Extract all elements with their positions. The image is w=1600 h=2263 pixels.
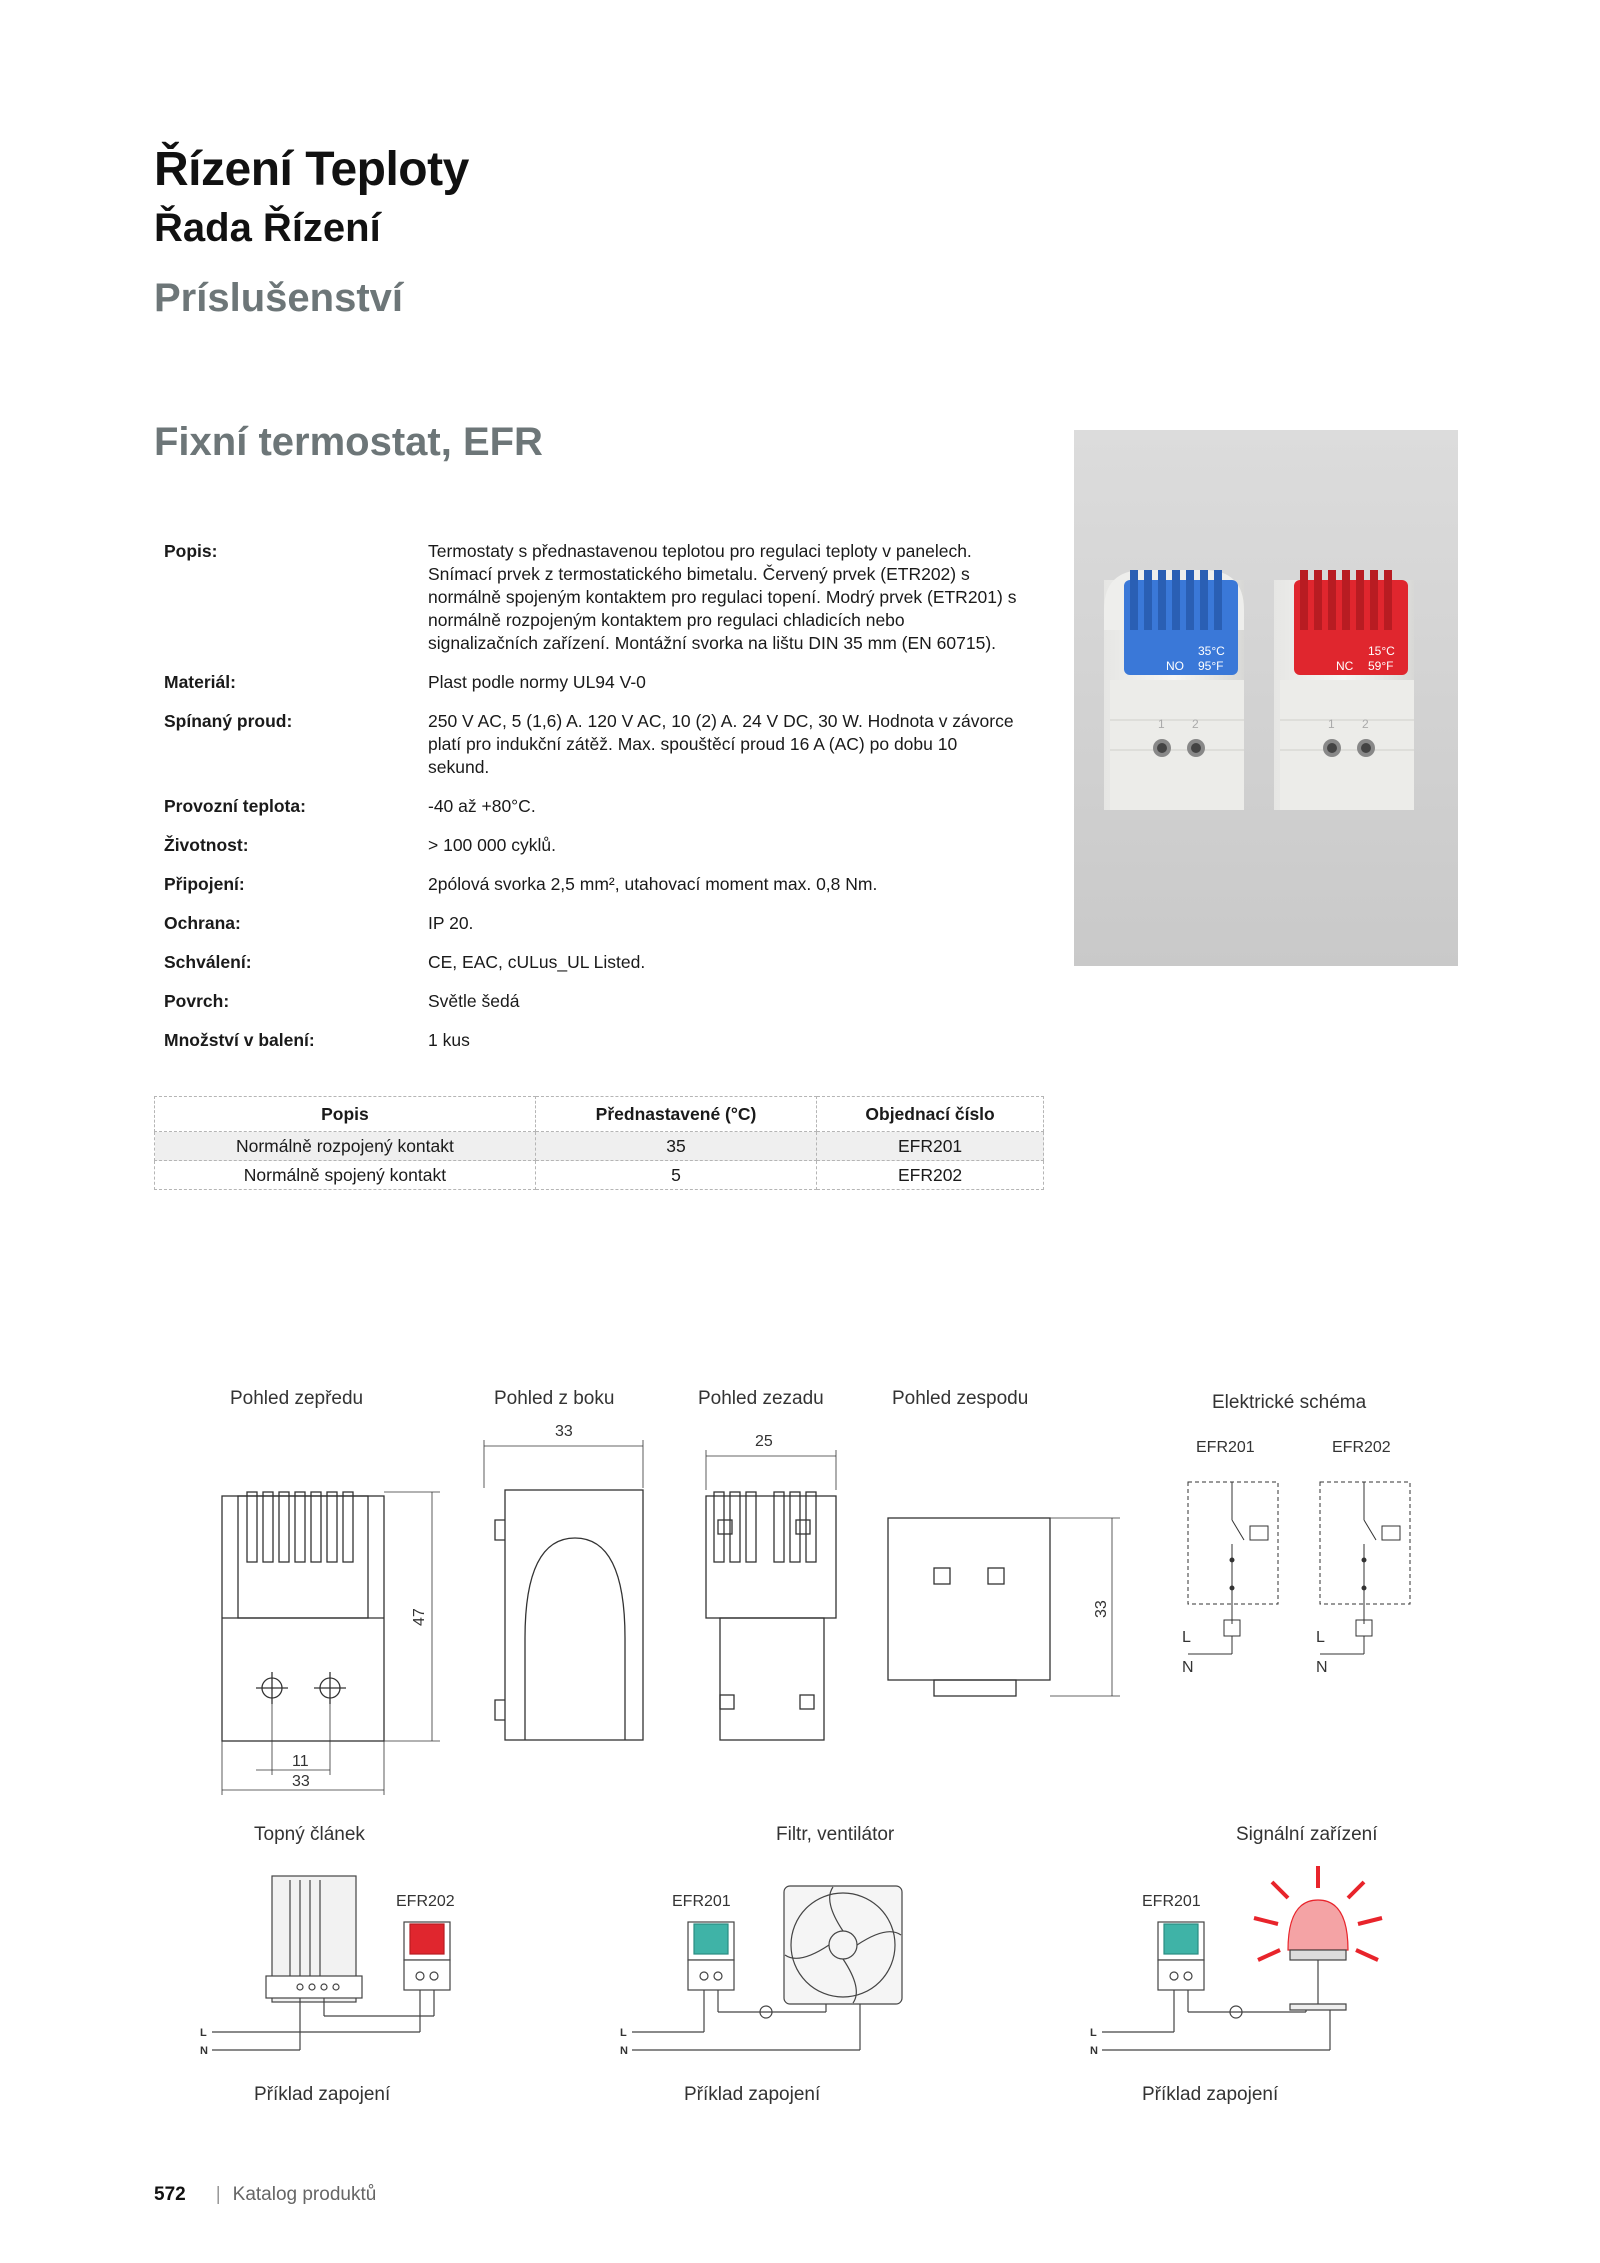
page-subtitle: Řada Řízení	[154, 206, 381, 250]
line-N: N	[200, 2045, 208, 2057]
line-N: N	[620, 2045, 628, 2057]
spec-row: Připojení: 2pólová svorka 2,5 mm², utahovací moment max. 0,8 Nm.	[164, 874, 878, 894]
spec-list	[164, 540, 1044, 1052]
spec-row: Množství v balení: 1 kus	[164, 1030, 470, 1050]
rear-view-label: Pohled zezadu	[698, 1388, 824, 1409]
order-table	[154, 1096, 1044, 1190]
line-L: L	[200, 2027, 207, 2039]
fan-drawing	[632, 1886, 902, 2050]
terminal-number: 1	[1328, 717, 1335, 731]
table-header: Popis	[155, 1097, 536, 1132]
side-view-drawing	[484, 1440, 643, 1740]
line-L: L	[1090, 2027, 1097, 2039]
blue-thermostat	[1104, 570, 1244, 810]
signal-model: EFR201	[1142, 1893, 1201, 1910]
red-thermostat	[1274, 570, 1414, 810]
spec-row: Provozní teplota: -40 až +80°C.	[164, 796, 536, 816]
front-view-drawing	[222, 1492, 440, 1795]
spec-row: Schválení: CE, EAC, cULus_UL Listed.	[164, 952, 646, 972]
bottom-view-label: Pohled zespodu	[892, 1388, 1029, 1409]
spec-row: Ochrana: IP 20.	[164, 913, 474, 933]
footer-separator: |	[215, 2184, 221, 2205]
product-title: Fixní termostat, EFR	[154, 420, 543, 464]
line-N: N	[1090, 2045, 1098, 2057]
red-temp-f: 59°F	[1368, 659, 1394, 673]
dim-33-side: 33	[555, 1423, 573, 1440]
dim-25: 25	[755, 1433, 773, 1450]
signal-caption: Příklad zapojení	[1142, 2084, 1279, 2105]
page-number: 572	[154, 2184, 186, 2205]
fan-model: EFR201	[672, 1893, 731, 1910]
blue-temp-c: 35°C	[1198, 644, 1225, 658]
terminal-number: 2	[1362, 717, 1369, 731]
dim-33-front: 33	[292, 1773, 310, 1790]
table-row: Normálně spojený kontakt 5 EFR202	[155, 1161, 1044, 1190]
schema-model-right: EFR202	[1332, 1439, 1391, 1456]
table-header: Přednastavené (°C)	[535, 1097, 816, 1132]
wiring-examples	[0, 1800, 1600, 2130]
red-temp-c: 15°C	[1368, 644, 1395, 658]
technical-drawings	[0, 1370, 1600, 1790]
spec-row: Materiál: Plast podle normy UL94 V-0	[164, 672, 646, 692]
thermostat-photo-illustration	[1074, 430, 1458, 966]
schema-model-left: EFR201	[1196, 1439, 1255, 1456]
fan-caption: Příklad zapojení	[684, 2084, 821, 2105]
blue-contact: NO	[1166, 659, 1184, 673]
heater-model: EFR202	[396, 1893, 455, 1910]
schema-L-right: L	[1316, 1629, 1325, 1646]
dim-33-bottom: 33	[1093, 1600, 1110, 1618]
spec-row: Životnost: > 100 000 cyklů.	[164, 835, 556, 855]
front-view-label: Pohled zepředu	[230, 1388, 364, 1409]
catalog-name: Katalog produktů	[232, 2184, 377, 2205]
fan-label: Filtr, ventilátor	[776, 1824, 895, 1845]
rear-view-drawing	[706, 1450, 836, 1740]
schema-label: Elektrické schéma	[1212, 1392, 1367, 1413]
spec-row: Popis: Termostaty s přednastavenou teplotou pro regulaci teploty v panelech. Snímací prvek z termostatického bimetalu. Červený prvek (ETR202) s normálně spojeným kontaktem pro regulaci topení. Modrý prvek (ETR201) s normálně rozpojeným kontaktem pro regulaci chladicích nebo signalizačních zařízení. Montážní svorka na lištu DIN 35 mm (EN 60715).	[164, 541, 1017, 653]
signal-label: Signální zařízení	[1236, 1824, 1378, 1845]
terminal-number: 1	[1158, 717, 1165, 731]
schema-N-left: N	[1182, 1659, 1194, 1676]
table-row: Normálně rozpojený kontakt 35 EFR201	[155, 1132, 1044, 1161]
side-view-label: Pohled z boku	[494, 1388, 615, 1409]
dim-47: 47	[411, 1608, 428, 1626]
footer	[154, 2184, 376, 2206]
dim-11: 11	[292, 1753, 309, 1770]
bottom-view-drawing	[888, 1518, 1120, 1696]
schema-L-left: L	[1182, 1629, 1191, 1646]
terminal-number: 2	[1192, 717, 1199, 731]
page-title: Řízení Teploty	[154, 143, 469, 196]
electrical-schema-drawing	[1188, 1482, 1410, 1654]
blue-temp-f: 95°F	[1198, 659, 1224, 673]
product-photo	[1074, 430, 1458, 966]
table-header: Objednací číslo	[817, 1097, 1044, 1132]
red-contact: NC	[1336, 659, 1354, 673]
spec-row: Spínaný proud: 250 V AC, 5 (1,6) A. 120 V AC, 10 (2) A. 24 V DC, 30 W. Hodnota v závorce platí pro indukční zátěž. Max. spouštěcí proud 16 A (AC) po dobu 10 sekund.	[164, 711, 1014, 777]
heater-label: Topný článek	[254, 1824, 365, 1845]
spec-row: Povrch: Světle šedá	[164, 991, 520, 1011]
line-L: L	[620, 2027, 627, 2039]
schema-N-right: N	[1316, 1659, 1328, 1676]
section-title: Príslušenství	[154, 276, 404, 320]
heater-caption: Příklad zapojení	[254, 2084, 391, 2105]
